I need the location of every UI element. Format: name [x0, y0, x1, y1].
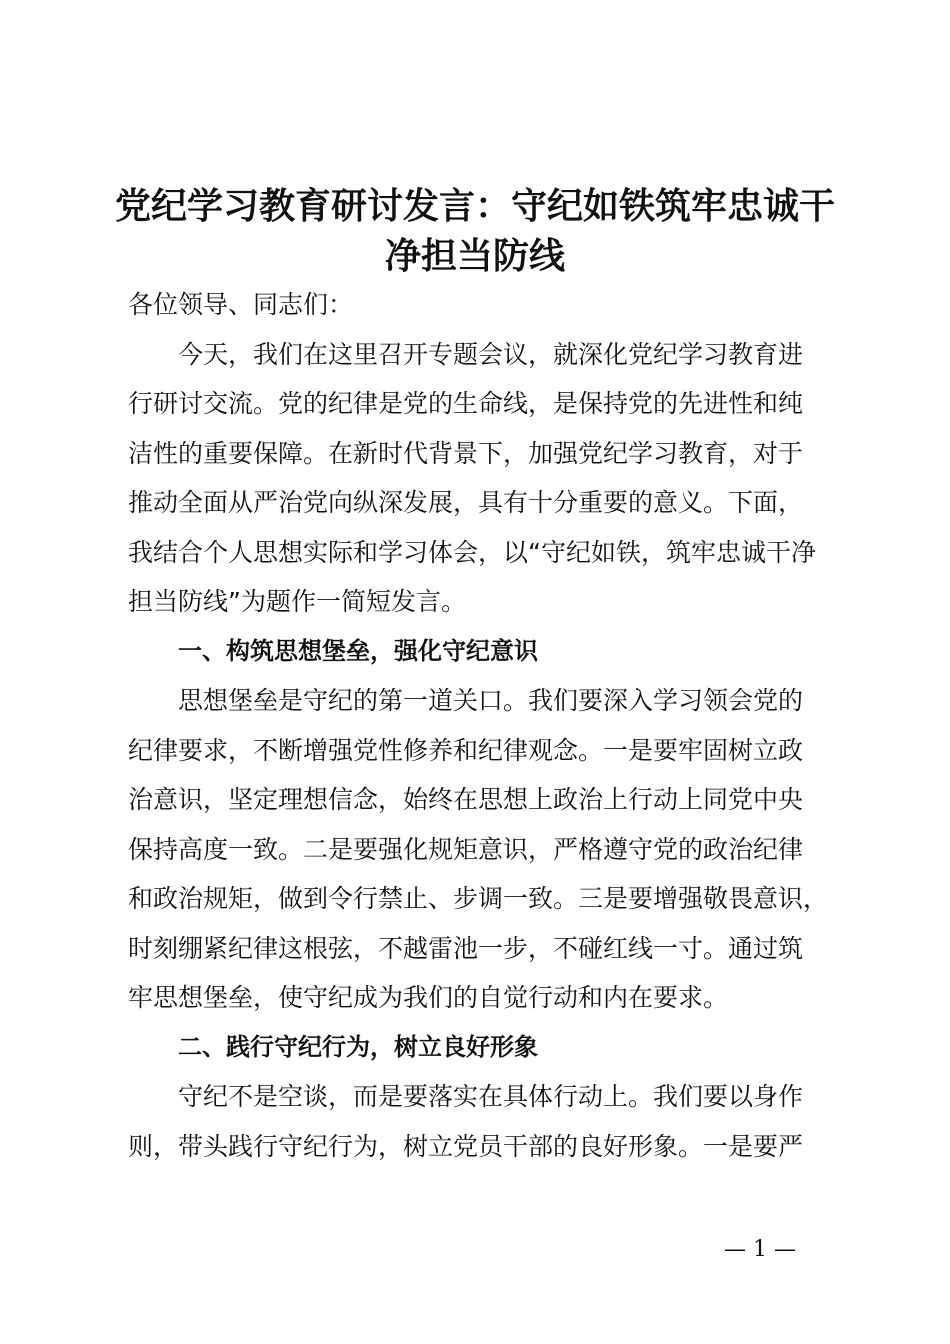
text-line: 守纪不是空谈，而是要落实在具体行动上。我们要以身作 — [178, 1082, 804, 1111]
text-line: 洁性的重要保障。在新时代背景下，加强党纪学习教育，对于 — [128, 438, 804, 468]
text-line: 牢思想堡垒，使守纪成为我们的自觉行动和内在要求。 — [128, 983, 729, 1012]
page-number: — 1 — — [724, 1237, 796, 1262]
text-line: 今天，我们在这里召开专题会议，就深化党纪学习教育进 — [178, 339, 804, 369]
section-heading: 一、构筑思想堡垒，强化守纪意识 — [178, 636, 538, 665]
document-title — [100, 182, 850, 282]
text-line: 担当防线”为题作一简短发言。 — [128, 587, 466, 616]
document-body — [128, 280, 832, 1171]
text-line: 行研讨交流。党的纪律是党的生命线，是保持党的先进性和纯 — [128, 389, 804, 418]
text-line: 推动全面从严治党向纵深发展，具有十分重要的意义。下面， — [128, 488, 804, 517]
text-line: 和政治规矩，做到令行禁止、步调一致。三是要增强敬畏意识， — [128, 884, 829, 913]
text-line: 思想堡垒是守纪的第一道关口。我们要深入学习领会党的 — [178, 686, 804, 715]
title-line-1: 党纪学习教育研讨发言：守纪如铁筑牢忠诚干 — [114, 186, 835, 227]
text-line: 我结合个人思想实际和学习体会，以“守纪如铁，筑牢忠诚干净 — [128, 537, 816, 567]
text-line: 保持高度一致。二是要强化规矩意识，严格遵守党的政治纪律 — [128, 834, 804, 864]
text-line: 时刻绷紧纪律这根弦，不越雷池一步，不碰红线一寸。通过筑 — [128, 933, 804, 963]
text-line: 则，带头践行守纪行为，树立党员干部的良好形象。一是要严 — [128, 1131, 804, 1161]
text-line: 纪律要求，不断增强党性修养和纪律观念。一是要牢固树立政 — [128, 735, 804, 765]
section-heading: 二、践行守纪行为，树立良好形象 — [178, 1032, 538, 1061]
title-line-2: 净担当防线 — [384, 236, 565, 277]
text-line: 治意识，坚定理想信念，始终在思想上政治上行动上同党中央 — [128, 785, 804, 814]
text-line: 各位领导、同志们： — [128, 290, 354, 319]
